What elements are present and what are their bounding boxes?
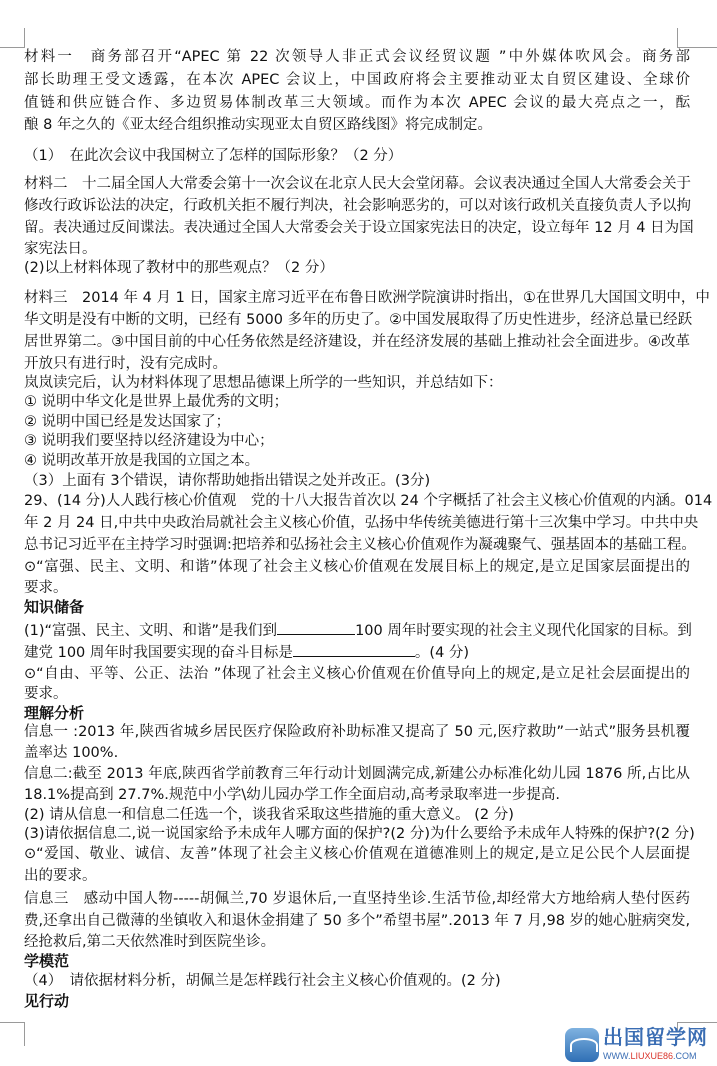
value-personal-text: ⊙“爱国、敬业、诚信、友善”体现了社会主义核心价值观在道德准则上的规定,是立足公民个人层面提: [24, 846, 690, 862]
summary-item: ③ 说明我们要坚持以经济建设为中心；: [24, 433, 274, 449]
logo-url-brand: LIUXUE86: [630, 1051, 674, 1061]
summary-intro: 岚岚读完后，认为材料体现了思想品德课上所学的一些知识，并总结如下：: [24, 375, 503, 391]
summary-item: ④ 说明改革开放是我国的立国之本。: [24, 453, 260, 469]
material-1-text: 酿 8 年之久的《亚太经合组织推动实现亚太自贸区路线图》将完成制定。: [24, 117, 492, 133]
material-2-text: 家宪法日。: [24, 241, 97, 257]
summary-item: ② 说明中国已经是发达国家了；: [24, 414, 231, 430]
logo-url-prefix: WWW.: [603, 1051, 631, 1061]
value-social-text: 要求。: [24, 686, 68, 702]
answer-blank[interactable]: [277, 621, 355, 635]
material-3-text: 材料三 2014 年 4 月 1 日，国家主席习近平在布鲁日欧洲学院演讲时指出，①在世界几大国国文明中，中: [24, 290, 710, 306]
logo-url-suffix: .COM: [673, 1051, 697, 1061]
question-29-text: 总书记习近平在主持学习时强调:把培养和弘扬社会主义核心价值观作为凝魂聚气、强基固本的基础工程。: [24, 537, 696, 553]
section-heading-action: 见行动: [24, 992, 70, 1010]
material-3-text: 开放只有进行时，没有完成时。: [24, 356, 227, 372]
fill-in-text: 。(4 分): [414, 645, 470, 661]
material-2-text: 修改行政诉讼法的决定，行政机关拒不履行判决，社会影响恶劣的，可以对该行政机关直接负责人予以拘: [24, 198, 691, 214]
material-1-text: 值链和供应链合作、多边贸易体制改革三大领域。而作为本次 APEC 会议的最大亮点之一，酝: [24, 95, 690, 111]
answer-blank[interactable]: [293, 643, 415, 657]
question-3: （3）上面有 3个错误，请你帮助她指出错误之处并改正。(3分): [24, 473, 431, 489]
value-national-text: 要求。: [24, 580, 68, 596]
fill-in-question-1: [24, 643, 690, 661]
info-1-text: 信息一 :2013 年,陕西省城乡居民医疗保险政府补助标准又提高了 50 元,医疗救助”一站式”服务县机覆: [24, 724, 690, 740]
info-3-text: 费,还拿出自己微薄的坐镇收入和退休金捐建了 50 多个”希望书屋”.2013 年 7 月,98 岁的她心脏病突发,: [24, 913, 691, 929]
material-1-text: 材料一 商务部召开“APEC 第 22 次领导人非正式会议经贸议题 ”中外媒体吹风会。商务部: [24, 49, 690, 65]
material-2-text: 材料二 十二届全国人大常委会第十一次会议在北京人民大会堂闭幕。会议表决通过全国人大常委会关于: [24, 176, 691, 192]
question-1: （1） 在此次会议中我国树立了怎样的国际形象？（2 分）: [24, 148, 403, 164]
info-3-text: 经抢救后,第二天依然准时到医院坐诊。: [24, 934, 276, 950]
question-analysis-2: (2) 请从信息一和信息二任选一个，谈我省采取这些措施的重大意义。 (2 分): [24, 807, 514, 823]
material-3-text: 华文明是没有中断的文明，已经有 5000 多年的历史了。②中国发展取得了历史性进步，经济总量已经跃: [24, 312, 693, 328]
value-national-text: ⊙“富强、民主、文明、和谐”体现了社会主义核心价值观在发展目标上的规定,是立足国家层面提出的: [24, 559, 690, 575]
value-personal-text: 出的要求。: [24, 868, 97, 884]
info-3-text: 信息三 感动中国人物-----胡佩兰,70 岁退休后,一直坚持坐诊.生活节俭,却经常大方地给病人垫付医药: [24, 891, 690, 907]
site-watermark-logo: [565, 1026, 715, 1066]
info-2-text: 18.1%提高到 27.7%.规范中小学\幼儿园办学工作全面启动,高考录取率进一步提高.: [24, 787, 560, 803]
logo-cn-text: 出国留学网: [603, 1025, 708, 1049]
section-heading-role-model: 学模范: [24, 952, 70, 970]
question-29-text: 29、(14 分)人人践行核心价值观 党的十八大报告首次以 24 个字概括了社会主义核心价值观的内涵。014: [24, 493, 713, 509]
fill-in-text: 建党 100 周年时我国要实现的奋斗目标是: [24, 645, 293, 661]
question-analysis-3: (3)请依据信息二,说一说国家给予未成年人哪方面的保护?(2 分)为什么要给予未成年人特殊的保护?(2 分): [24, 826, 695, 842]
logo-emblem-icon: [565, 1028, 599, 1062]
section-heading-analysis: 理解分析: [24, 704, 85, 722]
value-social-text: ⊙“自由、平等、公正、法治 ”体现了社会主义核心价值观在价值导向上的规定,是立足社会层面提出的: [24, 666, 690, 682]
info-2-text: 信息二:截至 2013 年底,陕西省学前教育三年行动计划圆满完成,新建公办标准化幼儿园 1876 所,占比从: [24, 766, 690, 782]
question-29-text: 年 2 月 24 日,中共中央政治局就社会主义核心价值，弘扬中华传统美德进行第十三次集中学习。中共中央: [24, 515, 699, 531]
fill-in-text: (1)“富强、民主、文明、和谐”是我们到: [24, 623, 278, 639]
info-1-text: 盖率达 100%.: [24, 745, 119, 761]
fill-in-text: 100 周年时要实现的社会主义现代化国家的目标。到: [355, 623, 692, 639]
summary-item: ① 说明中华文化是世界上最优秀的文明；: [24, 394, 289, 410]
fill-in-question-1: [24, 621, 690, 639]
section-heading-knowledge: 知识储备: [24, 598, 85, 616]
material-1-text: 部长助理王受文透露，在本次 APEC 会议上，中国政府将会主要推动亚太自贸区建设、全球价: [24, 72, 690, 88]
material-3-text: 居世界第二。③中国目前的中心任务依然是经济建设，并在经济发展的基础上推动社会全面进步。④改革: [24, 334, 690, 350]
logo-url-text: [603, 1051, 697, 1062]
material-2-text: 留。表决通过反间谍法。表决通过全国人大常委会关于设立国家宪法日的决定，设立每年 12 月 4 日为国: [24, 220, 694, 236]
question-2: (2)以上材料体现了教材中的那些观点？（2 分）: [24, 260, 334, 276]
question-4: （4） 请依据材料分析，胡佩兰是怎样践行社会主义核心价值观的。(2 分): [24, 973, 501, 989]
